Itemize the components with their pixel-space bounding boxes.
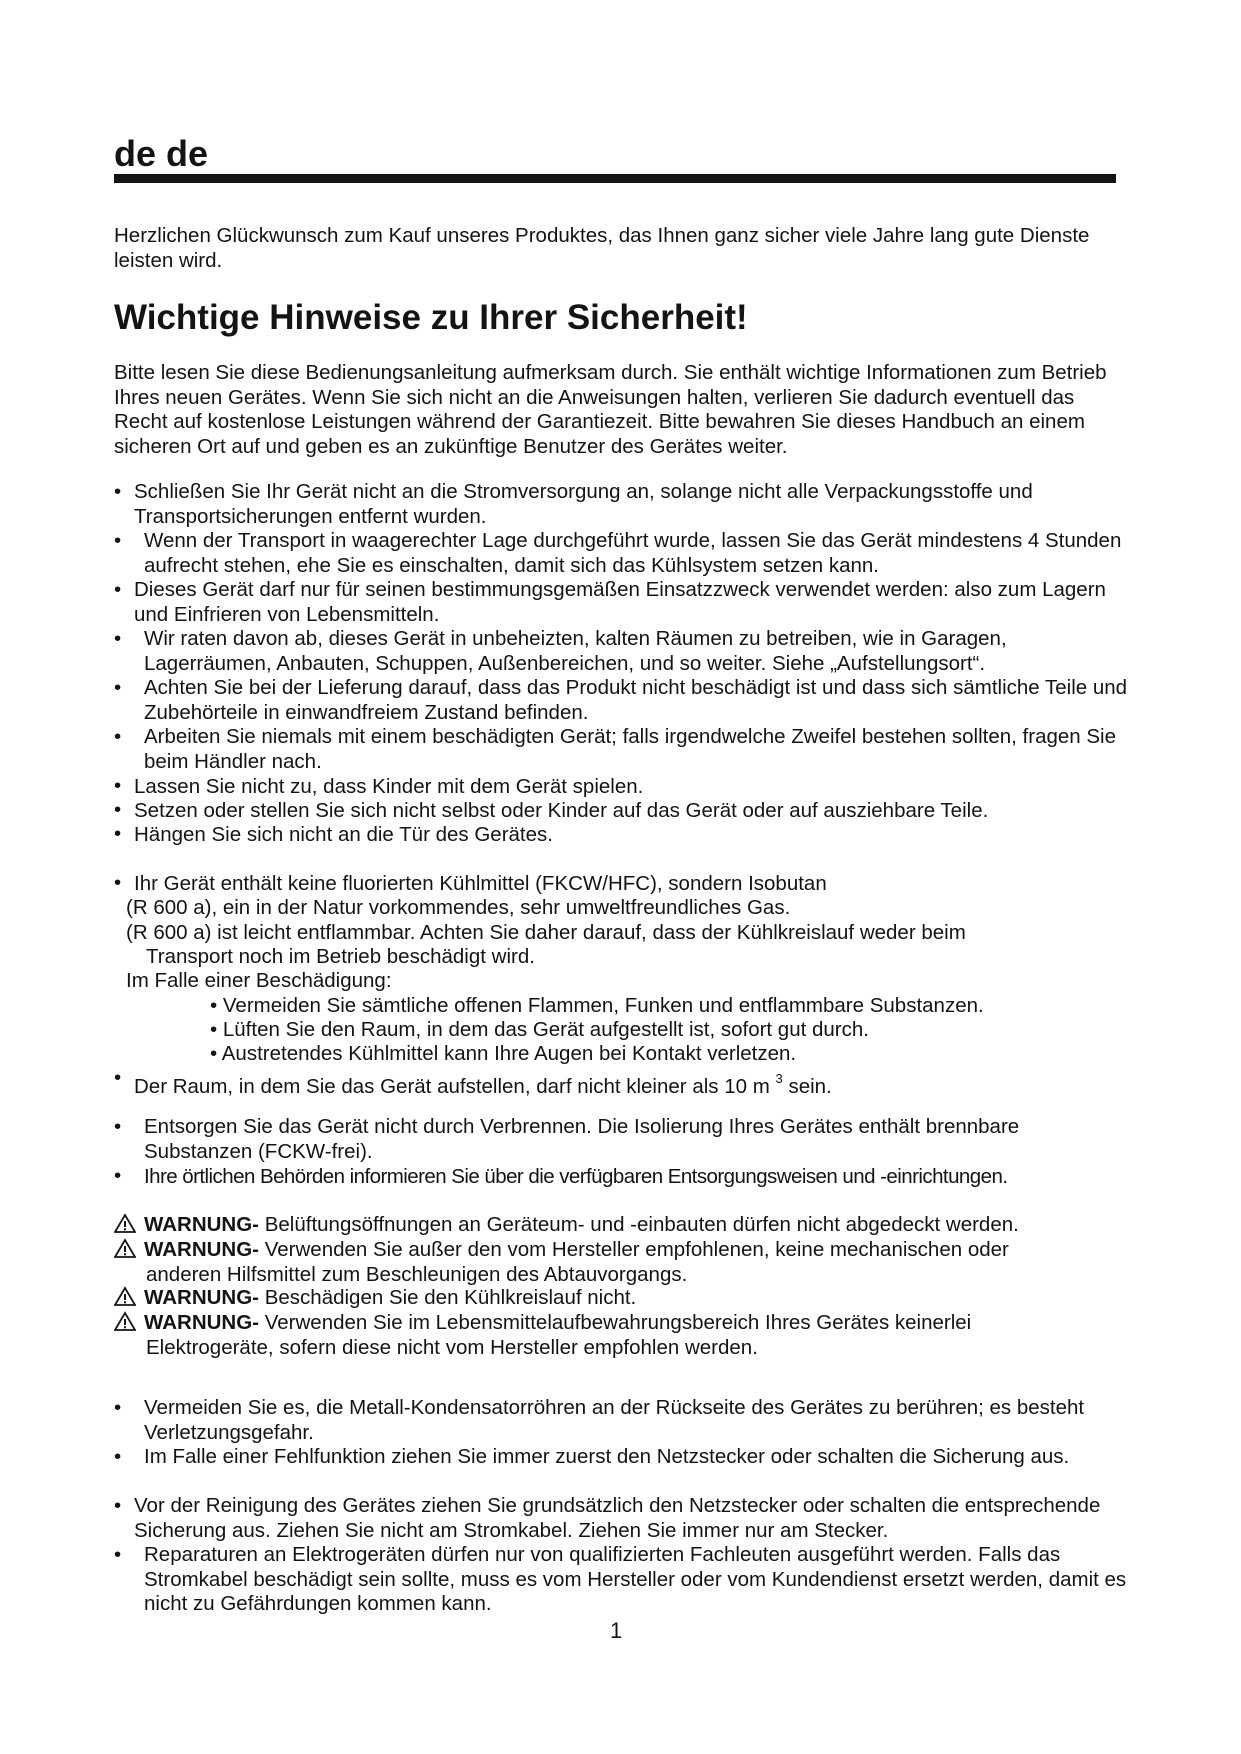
list-item: • — [114, 774, 122, 797]
list-item: • — [114, 529, 122, 552]
warning-text-cont: Elektrogeräte, sofern diese nicht vom Hersteller empfohlen werden. — [146, 1336, 758, 1359]
gas-line-4: Transport noch im Betrieb beschädigt wird. — [146, 945, 535, 968]
list-item-text: Achten Sie bei der Lieferung darauf, dass das Produkt nicht beschädigt ist und dass sich sämtliche Teile und Zubehörteile in einwandfreiem Zustand befinden. — [144, 676, 1128, 724]
room-text: Der Raum, in dem Sie das Gerät aufstellen, darf nicht kleiner als 10 m — [134, 1075, 770, 1098]
language-header: de de — [114, 133, 209, 174]
warning-triangle-icon — [114, 1311, 136, 1331]
gas-sub-item: • Vermeiden Sie sämtliche offenen Flammen, Funken und entflammbare Substanzen. — [210, 994, 984, 1017]
list-item: • — [114, 480, 122, 503]
warning-text: Verwenden Sie im Lebensmittelaufbewahrungsbereich Ihres Gerätes keinerlei — [264, 1311, 972, 1334]
room-size-text — [134, 1066, 832, 1099]
list-item-text: Dieses Gerät darf nur für seinen bestimmungsgemäßen Einsatzzweck verwendet werden: also zum Lagern und Einfrieren von Lebensmitteln. — [134, 578, 1106, 626]
list-item: • — [114, 627, 122, 650]
list-item: • — [114, 1115, 122, 1138]
list-item-text: Wenn der Transport in waagerechter Lage durchgeführt wurde, lassen Sie das Gerät mindestens 4 Stunden aufrecht stehen, ehe Sie es einschalten, damit sich das Kühlsystem setzen kann. — [144, 529, 1122, 577]
page-number: 1 — [610, 1618, 623, 1643]
warning-text: Beschädigen Sie den Kühlkreislauf nicht. — [264, 1286, 637, 1309]
warning-label: WARNUNG- — [144, 1311, 260, 1334]
list-item: • — [114, 1445, 122, 1468]
list-item-text: Wir raten davon ab, dieses Gerät in unbeheizten, kalten Räumen zu betreiben, wie in Garagen, Lagerräumen, Anbauten, Schuppen, Außenbereichen, und so weiter. Siehe „Aufstellungsort“. — [144, 627, 1007, 675]
gas-line-5: Im Falle einer Beschädigung: — [126, 969, 392, 992]
room-end-text: sein. — [788, 1075, 832, 1098]
gas-sub-text: Vermeiden Sie sämtliche offenen Flammen, Funken und entflammbare Substanzen. — [222, 994, 984, 1017]
list-item: • — [114, 1164, 122, 1187]
list-item: • — [114, 725, 122, 748]
gas-line-3: (R 600 a) ist leicht entflammbar. Achten Sie daher darauf, dass der Kühlkreislauf weder beim — [126, 921, 966, 944]
list-item-text: Reparaturen an Elektrogeräten dürfen nur von qualifizierten Fachleuten ausgeführt werden. Falls das Stromkabel beschädigt sein sollte, muss es vom Hersteller oder vom Kundendienst ersetzt werden, damit es nicht zu Gefährdungen kommen kann. — [144, 1543, 1127, 1615]
warning-row — [114, 1286, 636, 1311]
warning-label: WARNUNG- — [144, 1286, 260, 1309]
list-item-text: Vermeiden Sie es, die Metall-Kondensatorröhren an der Rückseite des Gerätes zu berühren; es besteht Verletzungsgefahr. — [144, 1396, 1085, 1444]
list-item-text: Entsorgen Sie das Gerät nicht durch Verbrennen. Die Isolierung Ihres Gerätes enthält brennbare Substanzen (FCKW-frei). — [144, 1115, 1020, 1163]
gas-line-2: (R 600 a), ein in der Natur vorkommendes, sehr umweltfreundliches Gas. — [126, 896, 791, 919]
warning-text-cont: anderen Hilfsmittel zum Beschleunigen des Abtauvorgangs. — [146, 1263, 688, 1286]
list-item: • — [114, 1066, 122, 1089]
page-title: Wichtige Hinweise zu Ihrer Sicherheit! — [114, 298, 748, 337]
list-item-text: Hängen Sie sich nicht an die Tür des Gerätes. — [134, 823, 553, 846]
warning-text: Verwenden Sie außer den vom Hersteller empfohlenen, keine mechanischen oder — [264, 1238, 1009, 1261]
list-item: • — [114, 578, 122, 601]
warning-triangle-icon — [114, 1213, 136, 1233]
list-item-text: Schließen Sie Ihr Gerät nicht an die Stromversorgung an, solange nicht alle Verpackungsstoffe und Transportsicherungen entfernt wurden. — [134, 480, 1033, 528]
list-item-text: Im Falle einer Fehlfunktion ziehen Sie immer zuerst den Netzstecker oder schalten die Sicherung aus. — [144, 1445, 1070, 1468]
gas-line-1: Ihr Gerät enthält keine fluorierten Kühlmittel (FKCW/HFC), sondern Isobutan — [134, 872, 827, 895]
list-item: • — [114, 798, 122, 821]
warning-triangle-icon — [114, 1286, 136, 1306]
warning-label: WARNUNG- — [144, 1238, 260, 1261]
list-item: • — [114, 871, 122, 894]
warning-row — [114, 1311, 971, 1336]
gas-sub-text: Austretendes Kühlmittel kann Ihre Augen bei Kontakt verletzen. — [221, 1042, 797, 1065]
warning-text: Belüftungsöffnungen an Geräteum- und -einbauten dürfen nicht abgedeckt werden. — [264, 1213, 1019, 1236]
warning-row — [114, 1213, 1019, 1238]
list-item-text: Setzen oder stellen Sie sich nicht selbst oder Kinder auf das Gerät oder auf ausziehbare Teile. — [134, 799, 989, 822]
warning-label: WARNUNG- — [144, 1213, 260, 1236]
list-item-text: Lassen Sie nicht zu, dass Kinder mit dem Gerät spielen. — [134, 775, 644, 798]
list-item: • — [114, 676, 122, 699]
gas-sub-item: • Lüften Sie den Raum, in dem das Gerät aufgestellt ist, sofort gut durch. — [210, 1018, 869, 1041]
superscript: 3 — [775, 1071, 783, 1086]
list-item: • — [114, 1543, 122, 1566]
warning-triangle-icon — [114, 1238, 136, 1258]
intro-text: Herzlichen Glückwunsch zum Kauf unseres Produktes, das Ihnen ganz sicher viele Jahre lang gute Dienste leisten wird. — [114, 224, 1090, 272]
lead-text: Bitte lesen Sie diese Bedienungsanleitung aufmerksam durch. Sie enthält wichtige Informationen zum Betrieb Ihres neuen Gerätes. Wenn Sie sich nicht an die Anweisungen halten, verlieren Sie dadurch eventuell das Recht auf kostenlose Leistungen während der Garantiezeit. Bitte bewahren Sie dieses Handbuch an einem sicheren Ort auf und geben es an zukünftige Benutzer des Gerätes weiter. — [114, 361, 1107, 458]
warning-row — [114, 1238, 1009, 1263]
list-item: • — [114, 822, 122, 845]
list-item-text: Ihre örtlichen Behörden informieren Sie über die verfügbaren Entsorgungsweisen und -einrichtungen. — [144, 1165, 1008, 1188]
gas-sub-item: • Austretendes Kühlmittel kann Ihre Augen bei Kontakt verletzen. — [210, 1042, 797, 1065]
list-item: • — [114, 1396, 122, 1419]
list-item-text: Arbeiten Sie niemals mit einem beschädigten Gerät; falls irgendwelche Zweifel bestehen sollten, fragen Sie beim Händler nach. — [144, 725, 1116, 773]
list-item: • — [114, 1494, 122, 1517]
list-item-text: Vor der Reinigung des Gerätes ziehen Sie grundsätzlich den Netzstecker oder schalten die entsprechende Sicherung aus. Ziehen Sie nicht am Stromkabel. Ziehen Sie immer nur am Stecker. — [134, 1494, 1101, 1542]
header-rule — [114, 174, 1116, 183]
gas-sub-text: Lüften Sie den Raum, in dem das Gerät aufgestellt ist, sofort gut durch. — [222, 1018, 869, 1041]
